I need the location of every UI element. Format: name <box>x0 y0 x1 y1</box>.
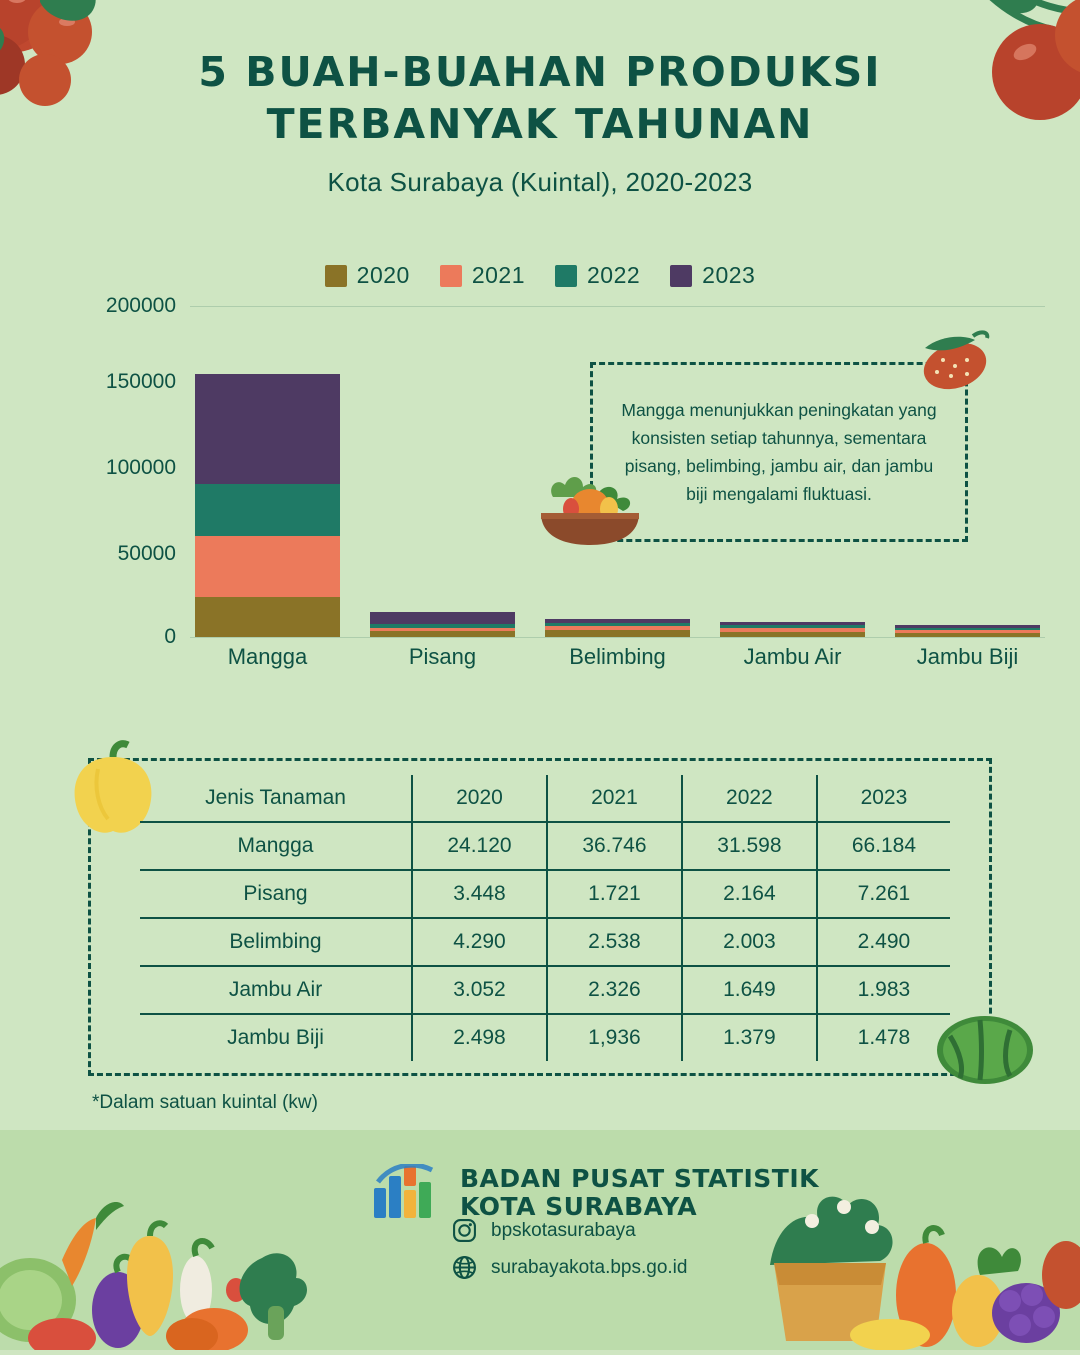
table-header-2022: 2022 <box>682 775 817 822</box>
globe-icon <box>452 1255 477 1280</box>
cell-2020: 4.290 <box>412 918 547 966</box>
bar-column-pisang[interactable] <box>370 292 515 637</box>
table-row <box>140 918 950 966</box>
y-tick-50000: 50000 <box>117 542 176 565</box>
table-row <box>140 1014 950 1061</box>
cell-2021: 2.326 <box>547 966 682 1014</box>
stacked-bar-chart <box>0 292 1080 692</box>
cell-2022: 2.164 <box>682 870 817 918</box>
cell-2021: 36.746 <box>547 822 682 870</box>
bar-segment-2022 <box>195 484 340 536</box>
bar-segment-2020 <box>545 630 690 637</box>
bar-segment-2020 <box>720 632 865 637</box>
bar-column-mangga[interactable] <box>195 292 340 637</box>
production-table <box>140 775 950 1061</box>
bps-logo-icon <box>372 1164 442 1222</box>
table-header-jenis-tanaman: Jenis Tanaman <box>140 775 412 822</box>
cell-2020: 3.052 <box>412 966 547 1014</box>
cell-2020: 3.448 <box>412 870 547 918</box>
cell-2021: 1.721 <box>547 870 682 918</box>
legend-label-2023: 2023 <box>702 262 756 288</box>
bar-segment-2020 <box>370 631 515 637</box>
instagram-row[interactable] <box>452 1218 687 1243</box>
bar-segment-2021 <box>195 536 340 597</box>
x-axis-labels <box>195 644 1040 670</box>
y-tick-100000: 100000 <box>105 456 176 479</box>
org-line-2: KOTA SURABAYA <box>460 1192 698 1221</box>
cell-name: Jambu Air <box>140 966 412 1014</box>
cell-2021: 2.538 <box>547 918 682 966</box>
cell-2021: 1,936 <box>547 1014 682 1061</box>
legend-swatch-2021 <box>440 265 462 287</box>
chart-legend <box>0 262 1080 289</box>
bar-segment-2020 <box>195 597 340 637</box>
cell-2023: 1.478 <box>817 1014 950 1061</box>
table-header-row <box>140 775 950 822</box>
cell-2020: 24.120 <box>412 822 547 870</box>
contact-block <box>452 1218 687 1292</box>
table-row <box>140 870 950 918</box>
title-line-1: 5 BUAH-BUAHAN PRODUKSI <box>198 48 882 96</box>
annotation-text: Mangga menunjukkan peningkatan yang konsisten setiap tahunnya, sementara pisang, belimbing, jambu air, dan jambu biji mengalami fluktuasi. <box>621 400 937 504</box>
y-tick-200000: 200000 <box>105 294 176 317</box>
legend-label-2020: 2020 <box>356 262 410 288</box>
org-line-1: BADAN PUSAT STATISTIK <box>460 1164 820 1193</box>
legend-label-2021: 2021 <box>471 262 525 288</box>
cell-name: Jambu Biji <box>227 1026 324 1049</box>
strawberry-icon <box>915 330 993 392</box>
legend-item-2020 <box>325 262 410 289</box>
y-tick-150000: 150000 <box>105 370 176 393</box>
cell-name: Belimbing <box>140 918 412 966</box>
table-header-2021: 2021 <box>547 775 682 822</box>
cell-2020: 2.498 <box>412 1014 547 1061</box>
x-label-jambu-biji: Jambu Biji <box>916 644 1019 669</box>
table-header-2023: 2023 <box>817 775 950 822</box>
website-row[interactable] <box>452 1255 687 1280</box>
table-row <box>140 966 950 1014</box>
fruit-bowl-icon <box>535 467 645 547</box>
page-title <box>0 46 1080 198</box>
website-url: surabayakota.bps.go.id <box>491 1256 688 1278</box>
bps-logo-text <box>460 1165 819 1221</box>
cell-2022: 31.598 <box>682 822 817 870</box>
legend-item-2022 <box>555 262 640 289</box>
instagram-handle: bpskotasurabaya <box>491 1219 636 1241</box>
cell-2023: 2.490 <box>817 918 950 966</box>
cell-name: Pisang <box>140 870 412 918</box>
y-tick-0: 0 <box>164 625 176 648</box>
legend-item-2021 <box>440 262 525 289</box>
table-header-2020: 2020 <box>412 775 547 822</box>
legend-label-2022: 2022 <box>587 262 641 288</box>
cell-2022: 1.379 <box>682 1014 817 1061</box>
x-label-jambu-air: Jambu Air <box>743 644 842 669</box>
legend-item-2023 <box>670 262 755 289</box>
cell-2022: 2.003 <box>682 918 817 966</box>
x-label-mangga: Mangga <box>227 644 308 669</box>
gridline-0 <box>190 637 1045 638</box>
x-label-pisang: Pisang <box>408 644 477 669</box>
cell-2023: 66.184 <box>817 822 950 870</box>
legend-swatch-2023 <box>670 265 692 287</box>
y-axis <box>0 292 190 648</box>
subtitle: Kota Surabaya (Kuintal), 2020-2023 <box>327 166 753 197</box>
bar-segment-2023 <box>370 612 515 624</box>
title-line-2: TERBANYAK TAHUNAN <box>266 100 814 149</box>
legend-swatch-2022 <box>555 265 577 287</box>
bar-segment-2020 <box>895 633 1040 637</box>
bar-segment-2023 <box>195 374 340 484</box>
cell-2022: 1.649 <box>682 966 817 1014</box>
annotation-callout <box>590 362 968 542</box>
table-row <box>140 822 950 870</box>
legend-swatch-2020 <box>325 265 347 287</box>
table-note: *Dalam satuan kuintal (kw) <box>92 1092 318 1113</box>
cell-2023: 7.261 <box>817 870 950 918</box>
instagram-icon <box>452 1218 477 1243</box>
x-label-belimbing: Belimbing <box>569 644 666 669</box>
cell-2023: 1.983 <box>817 966 950 1014</box>
bps-logo-row <box>372 1164 819 1222</box>
cell-name: Mangga <box>140 822 412 870</box>
